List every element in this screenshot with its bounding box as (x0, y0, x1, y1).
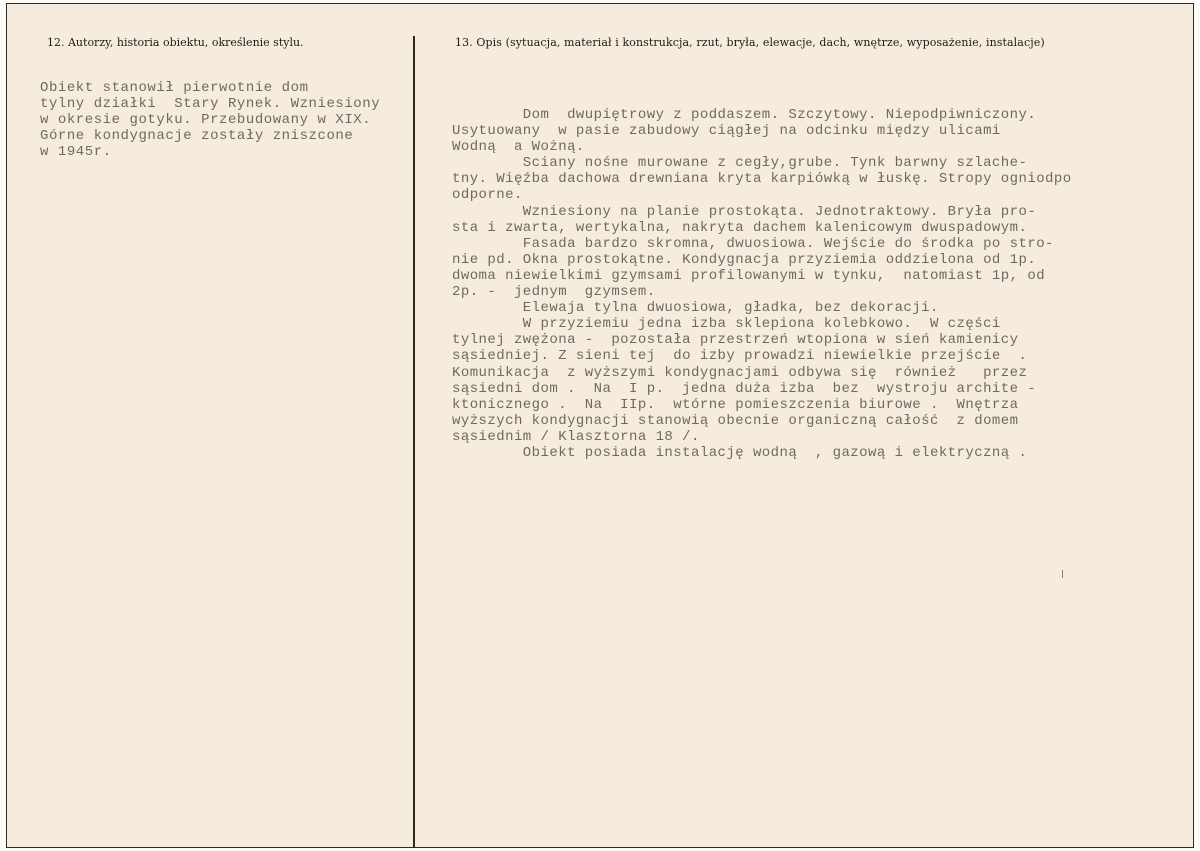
column-divider (413, 36, 415, 848)
section-13-heading: 13. Opis (sytuacja, materiał i konstrukcja, rzut, bryła, elewacje, dach, wnętrze, wyposażenie, instalacje) (455, 36, 1045, 49)
pencil-mark (1062, 570, 1063, 578)
section-12-heading: 12. Autorzy, historia obiektu, określenie stylu. (47, 36, 304, 49)
section-12-typed-text: Obiekt stanowił pierwotnie dom tylny działki Stary Rynek. Wzniesiony w okresie gotyku. Przebudowany w XIX. Górne kondygnacje zostały zniszcone w 1945r. (40, 80, 381, 161)
section-13-typed-text: Dom dwupiętrowy z poddaszem. Szczytowy. Niepodpiwniczony. Usytuowany w pasie zabudowy ciągłej na odcinku między ulicami Wodną a Wożną. Sciany nośne murowane z cegły,grube. Tynk barwny szlache- tny. Więźba dachowa drewniana kryta karpiówką w łuskę. Stropy ogniodpo odporne. Wzniesiony na planie prostokąta. Jednotraktowy. Bryła pro- sta i zwarta, wertykalna, nakryta dachem kalenicowym dwuspadowym. Fasada bardzo skromna, dwuosiowa. Wejście do środka po stro- nie pd. Okna prostokątne. Kondygnacja przyziemia oddzielona od 1p. dwoma niewielkimi gzymsami profilowanymi w tynku, natomiast 1p, od 2p. - jednym gzymsem. Elewaja tylna dwuosiowa, gładka, bez dekoracji. W przyziemiu jedna izba sklepiona kolebkowo. W części tylnej zwężona - pozostała przestrzeń wtopiona w sień kamienicy sąsiedniej. Z sieni tej do izby prowadzi niewielkie przejście . Komunikacja z wyższymi kondygnacjami odbywa się również przez sąsiedni dom . Na I p. jedna duża izba bez wystroju archite - ktonicznego . Na IIp. wtórne pomieszczenia biurowe . Wnętrza wyższych kondygnacji stanowią obecnie organiczną całość z domem sąsiednim / Klasztorna 18 /. Obiekt posiada instalację wodną , gazową i elektryczną . (452, 107, 1072, 461)
